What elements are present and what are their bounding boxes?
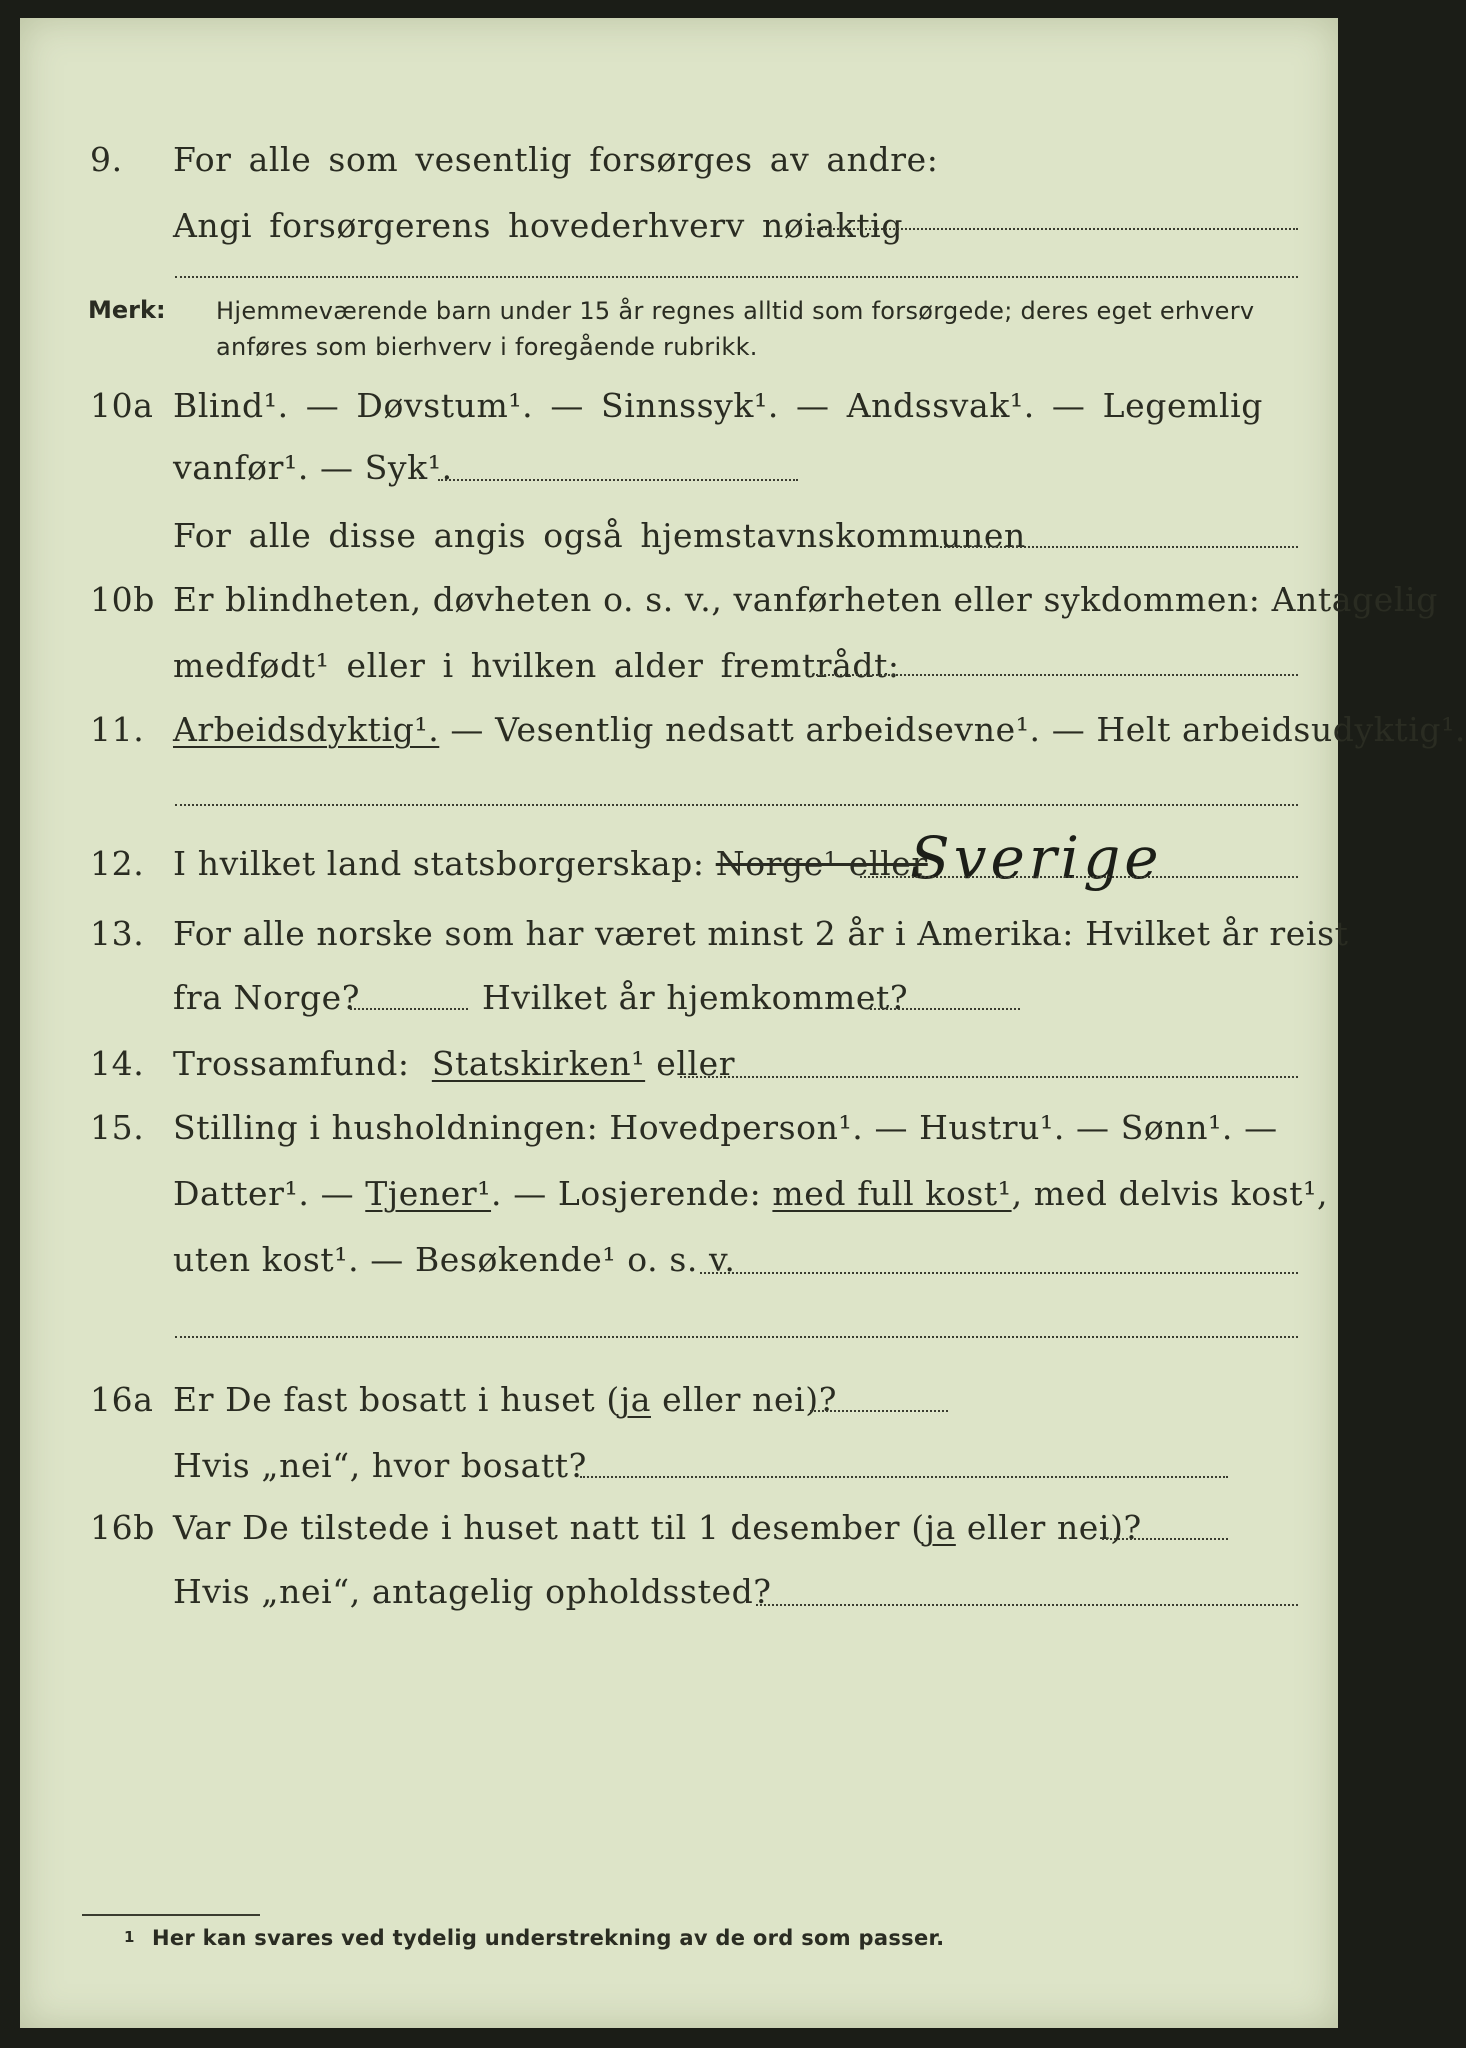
q10a-text3: For alle disse angis også hjemstavnskommunen: [173, 516, 1026, 555]
q12-handwritten-answer: Sverige: [910, 824, 1163, 892]
q10a-text: Blind¹. — Døvstum¹. — Sinnssyk¹. — Andssvak¹. — Legemlig: [173, 386, 1264, 425]
footnote-rule: [82, 1914, 260, 1916]
q13-text: For alle norske som har været minst 2 år i Amerika: Hvilket år reist: [173, 914, 1349, 953]
q15-datter: Datter¹. —: [173, 1174, 366, 1213]
q16a-answer-line[interactable]: [810, 1410, 948, 1412]
q11-option-arbeidsdyktig[interactable]: Arbeidsdyktig¹.: [173, 710, 440, 749]
footnote-text: Her kan svares ved tydelig understrekning av de ord som passer.: [152, 1926, 945, 1950]
q16b-opholdssted-line[interactable]: [756, 1604, 1298, 1606]
q16b-number: 16b: [90, 1508, 155, 1547]
q16a-option-ja[interactable]: ja: [619, 1380, 651, 1419]
q10b-answer-line[interactable]: [812, 674, 1298, 676]
q12-struck-norway: Norge¹ eller: [715, 844, 928, 883]
q14-number: 14.: [90, 1044, 145, 1083]
q14-question: [173, 1044, 735, 1084]
q10b-text: Er blindheten, døvheten o. s. v., vanførheten eller sykdommen: Antagelig: [173, 580, 1438, 619]
q16b-option-ja[interactable]: ja: [924, 1508, 956, 1547]
q9-text: For alle som vesentlig forsørges av andre:: [173, 140, 939, 179]
q15-answer-line2[interactable]: [175, 1336, 1298, 1338]
q14-answer-line[interactable]: [680, 1076, 1298, 1078]
q16b-text-c: eller nei)?: [955, 1508, 1142, 1547]
q9-text2: Angi forsørgerens hovederhverv nøiaktig: [173, 206, 904, 245]
q10b-text2: medfødt¹ eller i hvilken alder fremtrådt:: [173, 646, 900, 685]
merk-text2: anføres som bierhverv i foregående rubrikk.: [216, 333, 758, 361]
q11-number: 11.: [90, 710, 145, 749]
q15-text3: uten kost¹. — Besøkende¹ o. s. v.: [173, 1240, 736, 1279]
q9-number: 9.: [90, 140, 123, 179]
census-form-page: [20, 18, 1466, 2028]
q13-hjemkommet-line[interactable]: [870, 1008, 1020, 1010]
q15-options: [173, 1174, 1328, 1214]
q12-question: [173, 844, 928, 884]
q14-rest: eller: [656, 1044, 736, 1083]
q14-text: Trossamfund:: [173, 1044, 410, 1083]
q15-answer-line[interactable]: [700, 1272, 1298, 1274]
q10a-text2: vanfør¹. — Syk¹.: [173, 448, 453, 487]
q16a-number: 16a: [90, 1380, 154, 1419]
merk-label: Merk:: [88, 296, 166, 324]
q10a-hometown-line[interactable]: [940, 546, 1298, 548]
q16a-question: [173, 1380, 837, 1420]
q12-answer-line[interactable]: [860, 876, 1298, 878]
q12-text: I hvilket land statsborgerskap:: [173, 844, 705, 883]
q15-option-full-kost[interactable]: med full kost¹: [772, 1174, 1012, 1213]
q16b-answer-line[interactable]: [1102, 1538, 1228, 1540]
q13-part2: Hvilket år hjemkommet?: [482, 978, 909, 1017]
merk-text1: Hjemmeværende barn under 15 år regnes alltid som forsørgede; deres eget erhverv: [216, 297, 1255, 325]
q13-number: 13.: [90, 914, 145, 953]
q15-text: Stilling i husholdningen: Hovedperson¹. — Hustru¹. — Sønn¹. —: [173, 1108, 1278, 1147]
q16a-text2: Hvis „nei“, hvor bosatt?: [173, 1446, 587, 1485]
q16b-question: [173, 1508, 1142, 1548]
q13-reist-line[interactable]: [350, 1008, 468, 1010]
q9-answer-line2[interactable]: [175, 276, 1298, 278]
footnote-mark: 1: [124, 1928, 135, 1946]
q16a-text-a: Er De fast bosatt i huset (: [173, 1380, 620, 1419]
q16a-text-c: eller nei)?: [650, 1380, 838, 1419]
q12-number: 12.: [90, 844, 145, 883]
q11-other-options: — Vesentlig nedsatt arbeidsevne¹. — Helt arbeidsudyktig¹.: [439, 710, 1466, 749]
q16a-bosatt-line[interactable]: [580, 1476, 1228, 1478]
q10b-number: 10b: [90, 580, 155, 619]
q10a-answer-line[interactable]: [438, 479, 798, 481]
q16b-text2: Hvis „nei“, antagelig opholdssted?: [173, 1572, 772, 1611]
q14-option-statskirken[interactable]: Statskirken¹: [431, 1044, 646, 1083]
q15-delvis-kost: , med delvis kost¹,: [1011, 1174, 1329, 1213]
q11-options: [173, 710, 1466, 750]
q13-part1: fra Norge?: [173, 978, 361, 1017]
q15-option-tjener[interactable]: Tjener¹: [365, 1174, 492, 1213]
q10a-number: 10a: [90, 386, 154, 425]
q11-answer-line[interactable]: [175, 804, 1298, 806]
q16b-text-a: Var De tilstede i huset natt til 1 desember (: [173, 1508, 925, 1547]
q9-answer-line[interactable]: [810, 228, 1298, 230]
q15-number: 15.: [90, 1108, 145, 1147]
q15-losjerende: . — Losjerende:: [491, 1174, 773, 1213]
